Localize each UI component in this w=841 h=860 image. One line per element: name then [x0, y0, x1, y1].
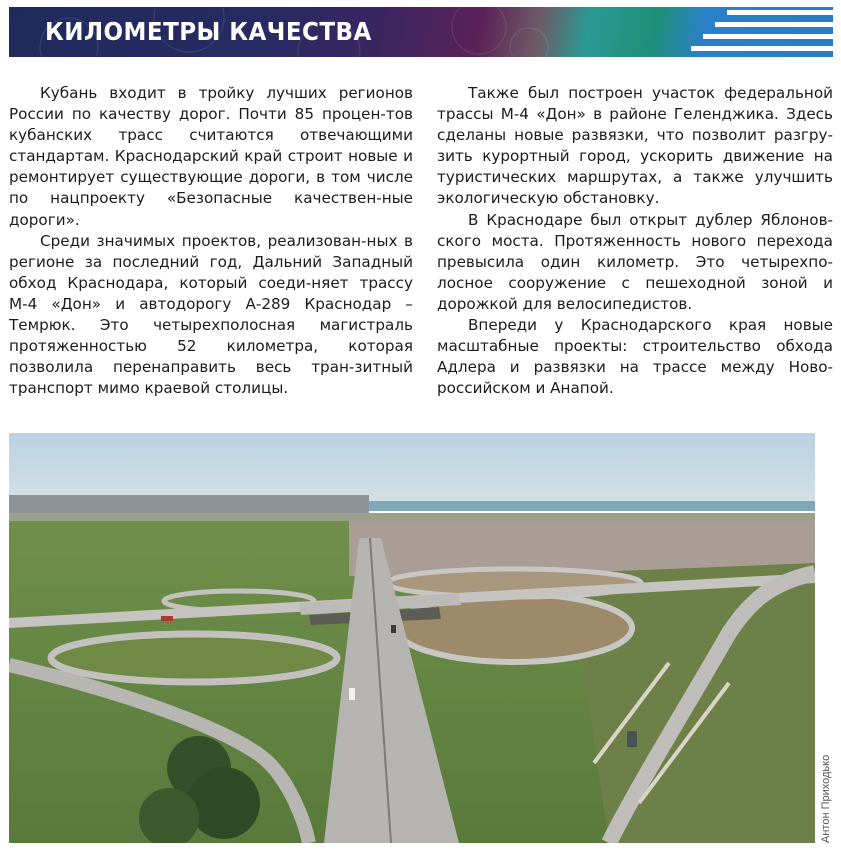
article-right-column: [437, 83, 833, 399]
paragraph: Также был построен участок федеральной трассы М-4 «Дон» в районе Геленджика. Здесь сделаны новые развязки, что позволит разгру-зить курортный город, ускорить движение на туристических маршрутах, а также улучшить экологическую обстановку.: [437, 84, 833, 208]
photo-credit: Антон Приходько: [820, 754, 832, 843]
paragraph: Впереди у Краснодарского края новые масштабные проекты: строительство обхода Адлера и развязки на трассе между Ново-российском и Анапой.: [437, 316, 833, 398]
article-left-column: [9, 83, 413, 399]
paragraph: Среди значимых проектов, реализован-ных в регионе за последний год, Дальний Западный обход Краснодара, который соеди-няет трассу М-4 «Дон» и автодорогу А-289 Краснодар – Темрюк. Это четырехполосная магистраль протяженностью 52 километра, которая позволила перенаправить весь тран-зитный транспорт мимо краевой столицы.: [9, 231, 413, 398]
section-title: КИЛОМЕТРЫ КАЧЕСТВА: [45, 17, 372, 46]
stripes-graphic: [683, 7, 833, 57]
interchange-aerial-photo: [9, 433, 815, 843]
paragraph: В Краснодаре был открыт дублер Яблонов-ского моста. Протяженность нового перехода превысила один километр. Это четырехпо-лосное сооружение с пешеходной зоной и дорожкой для велосипедистов.: [437, 210, 833, 313]
paragraph: Кубань входит в тройку лучших регионов России по качеству дорог. Почти 85 процен-тов кубанских трасс считаются отвечающими стандартам. Краснодарский край строит новые и ремонтирует существующие дороги, в том числе по нацпроекту «Безопасные качествен-ные дороги».: [9, 84, 413, 229]
section-header-banner: [9, 7, 833, 57]
